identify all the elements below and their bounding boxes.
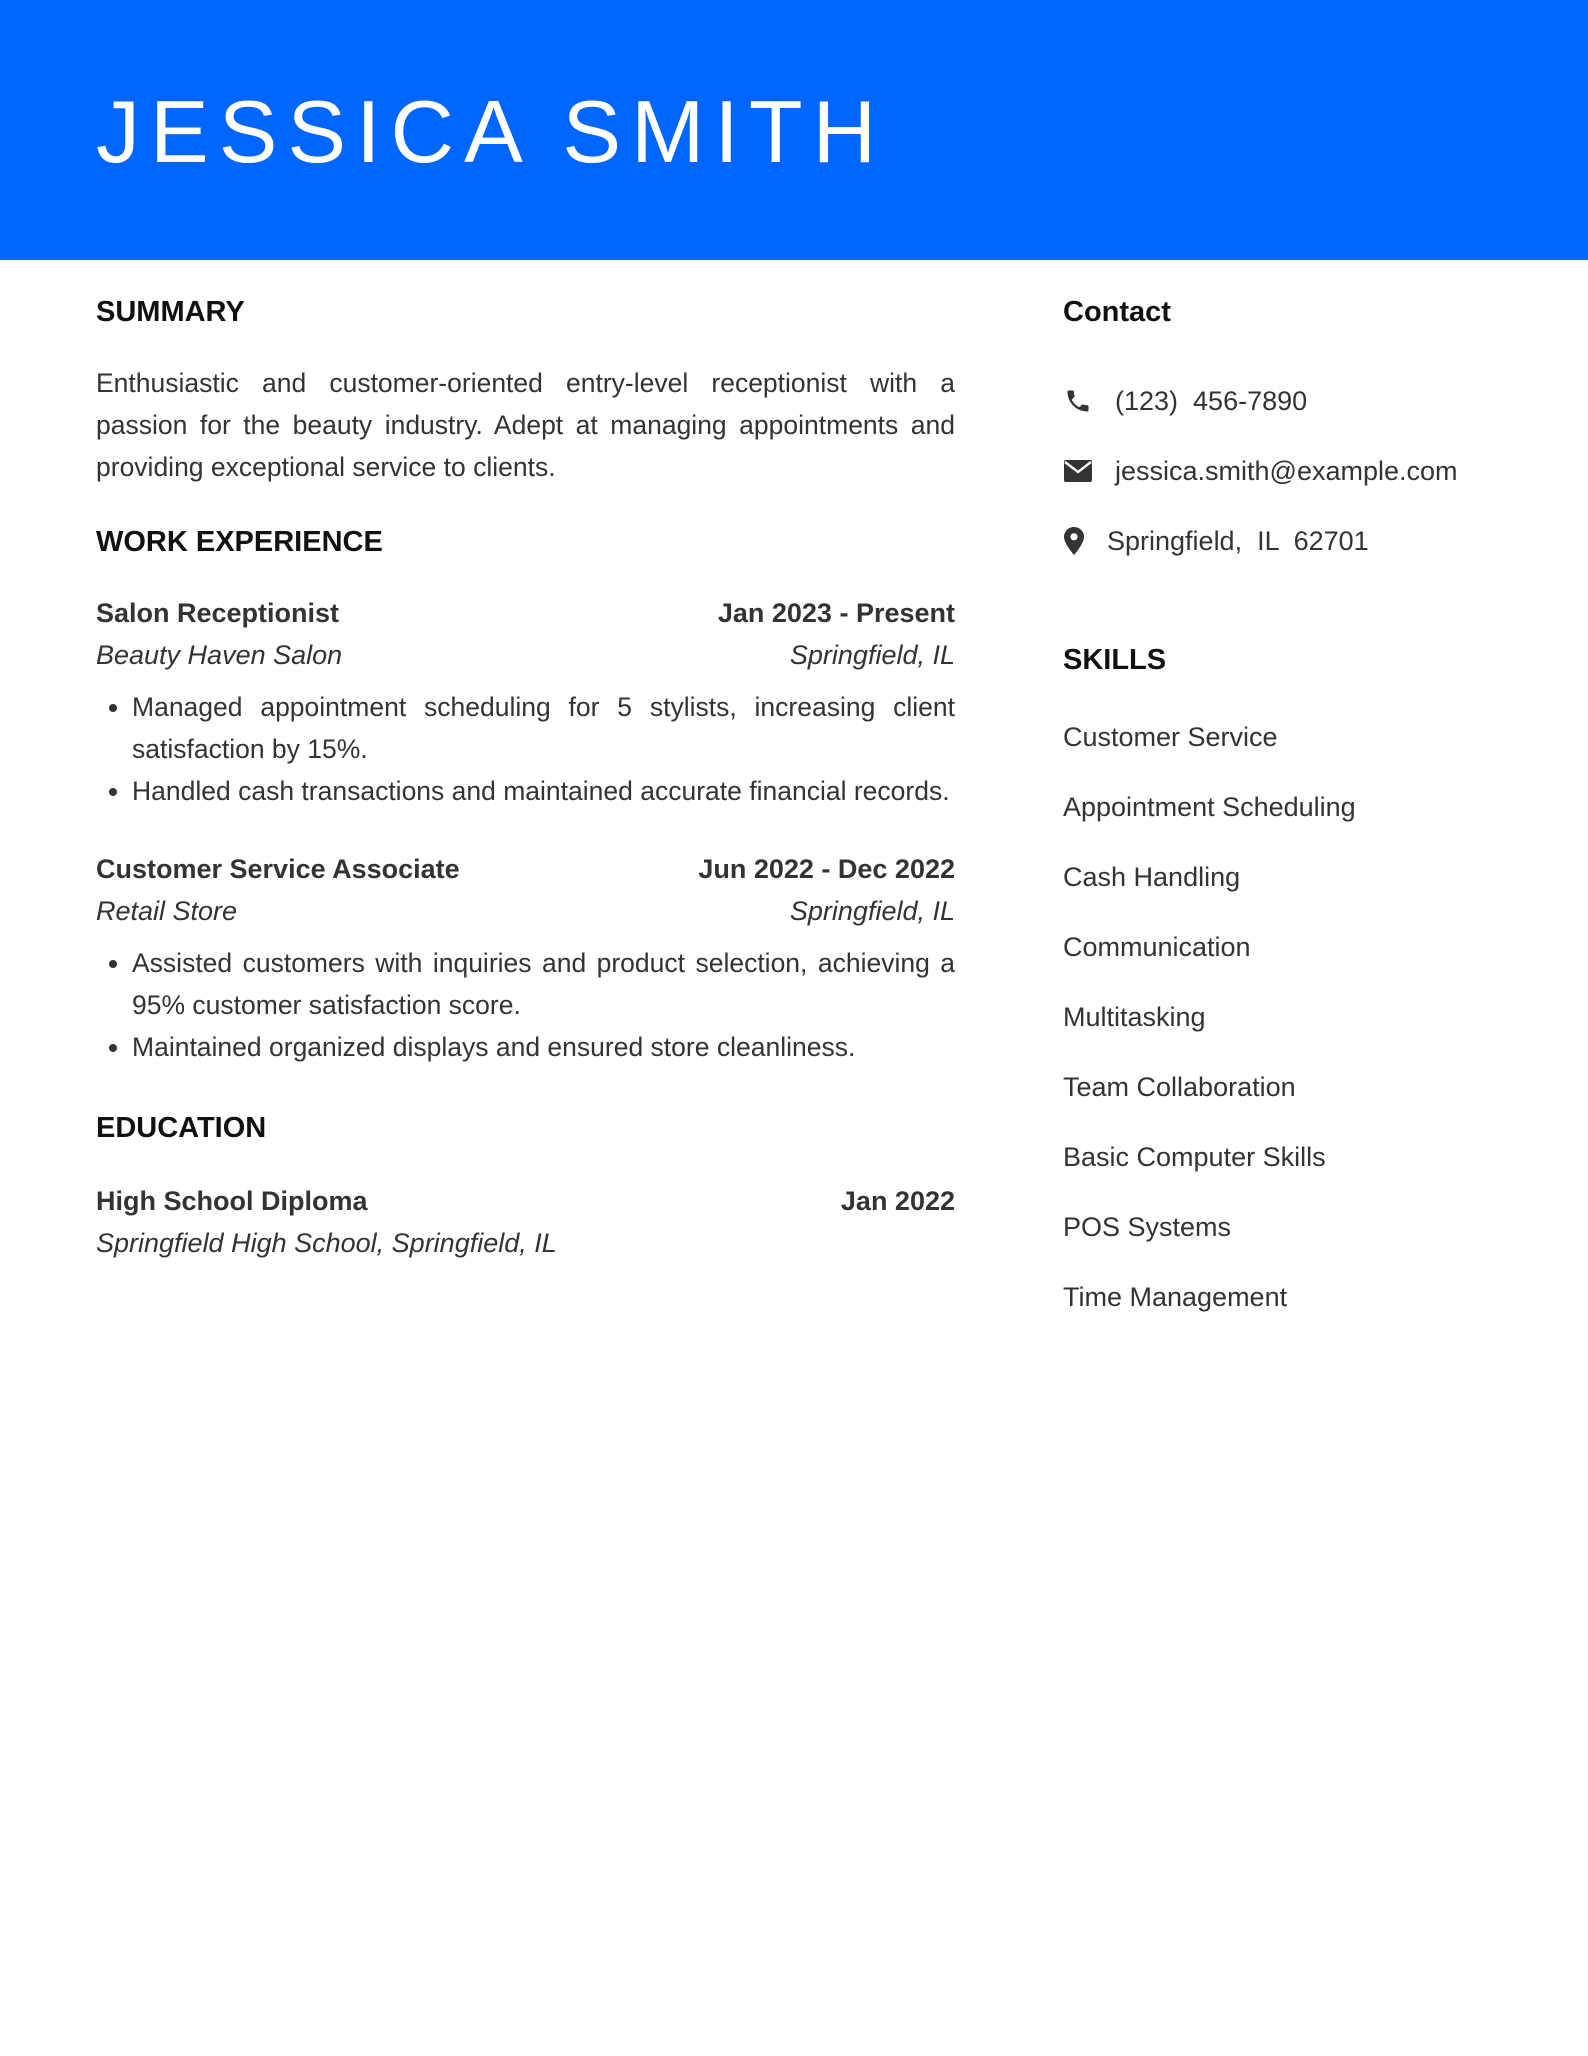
contact-location (1063, 506, 1523, 576)
skills-heading: SKILLS (1063, 644, 1167, 676)
job-title: Customer Service Associate (96, 854, 460, 884)
skill-item: Multitasking (1063, 1002, 1206, 1032)
skill-item: Customer Service (1063, 722, 1278, 752)
contact-email (1063, 436, 1523, 506)
summary-text: Enthusiastic and customer-oriented entry-level receptionist with a passion for the beauty industry. Adept at managing appointments and providing exceptional service to clients. (96, 368, 955, 482)
email-address: jessica.smith@example.com (1115, 455, 1458, 486)
contact-phone (1063, 366, 1523, 436)
phone-icon (1063, 386, 1093, 416)
main-column (96, 292, 955, 1264)
skill-item: POS Systems (1063, 1212, 1232, 1242)
skill-item: Time Management (1063, 1282, 1288, 1312)
school: Springfield High School, Springfield, IL (96, 1228, 557, 1258)
contact-list (1063, 366, 1523, 576)
contact-heading: Contact (1063, 296, 1171, 328)
map-marker-icon (1063, 526, 1085, 556)
skills-list (1063, 702, 1523, 1332)
contact-section (1063, 292, 1523, 576)
job-bullet: • Managed appointment scheduling for 5 stylists, increasing client satisfaction by 15%. (132, 686, 955, 770)
summary-heading: SUMMARY (96, 296, 245, 328)
work-experience-heading: WORK EXPERIENCE (96, 526, 383, 558)
job-company: Retail Store (96, 896, 238, 926)
education-date: Jan 2022 (840, 1186, 955, 1216)
skill-item: Basic Computer Skills (1063, 1142, 1326, 1172)
skill-item: Appointment Scheduling (1063, 792, 1356, 822)
job-bullet: • Assisted customers with inquiries and product selection, achieving a 95% customer satisfaction score. (132, 942, 955, 1026)
education-section (96, 1108, 955, 1264)
job-entry (96, 592, 955, 812)
education-heading: EDUCATION (96, 1112, 267, 1144)
skill-item: Team Collaboration (1063, 1072, 1296, 1102)
header-banner (0, 0, 1588, 260)
job-title: Salon Receptionist (96, 598, 340, 628)
degree: High School Diploma (96, 1186, 368, 1216)
work-experience-section (96, 522, 955, 1068)
phone-number: (123) 456-7890 (1115, 385, 1308, 416)
job-entry (96, 848, 955, 1068)
job-location: Springfield, IL (789, 896, 955, 926)
skills-section (1063, 640, 1523, 1332)
job-bullets (96, 942, 955, 1068)
location-text: Springfield, IL 62701 (1107, 525, 1369, 556)
education-entry (96, 1180, 955, 1264)
candidate-name: JESSICA SMITH (96, 82, 887, 181)
summary-section (96, 292, 955, 488)
job-dates: Jan 2023 - Present (717, 598, 955, 628)
job-bullet: • Handled cash transactions and maintained accurate financial records. (132, 770, 955, 812)
job-company: Beauty Haven Salon (96, 640, 343, 670)
envelope-icon (1063, 456, 1093, 486)
job-bullet: • Maintained organized displays and ensured store cleanliness. (132, 1026, 955, 1068)
job-bullets (96, 686, 955, 812)
job-location: Springfield, IL (789, 640, 955, 670)
sidebar-column (1063, 292, 1523, 1332)
skill-item: Communication (1063, 932, 1251, 962)
skill-item: Cash Handling (1063, 862, 1241, 892)
job-dates: Jun 2022 - Dec 2022 (698, 854, 955, 884)
